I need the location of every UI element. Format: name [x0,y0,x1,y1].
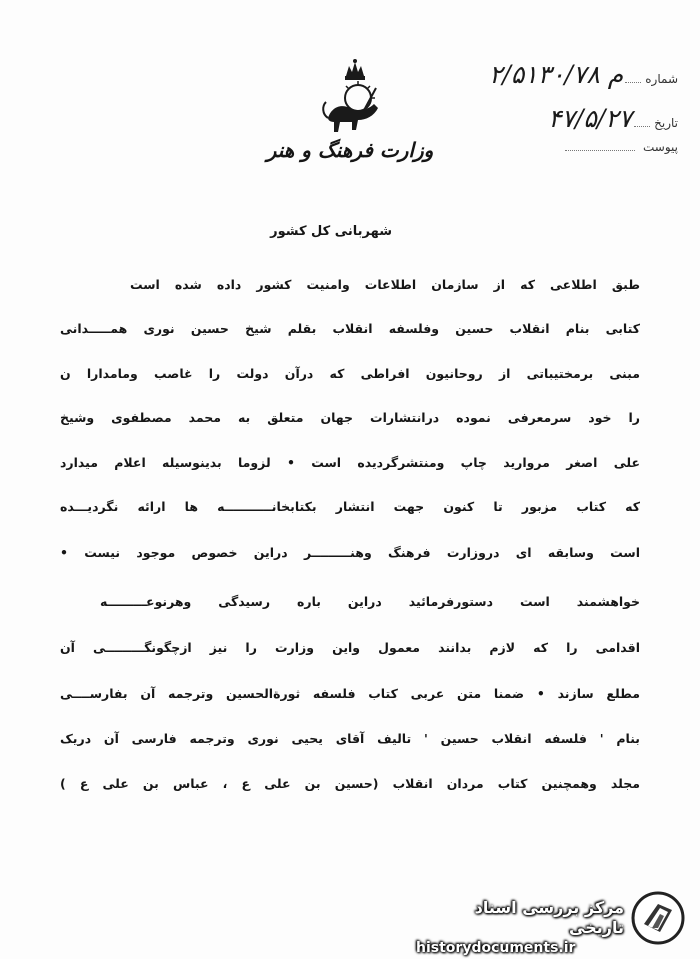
body-line: بنام ' فلسفه انقلاب حسین ' تالیف آقای یحیی نوری وترجمه فارسی آن دریک [60,731,640,746]
date-value: ۴۷/۵/۲۷ [548,104,633,133]
body-line: مطلع سازند • ضمنا متن عربی کتاب فلسفه ثورةالحسین وترجمه آن بفارســــی [60,686,640,701]
number-row [489,60,678,92]
archive-logo-icon [630,890,686,946]
body-line: خواهشمند است دستورفرمائید دراین باره رسیدگی وهرنوعـــــــــه [100,594,640,609]
watermark-title: مرکز بررسی اسناد تاریخی [474,898,624,937]
date-label: تاریخ [654,116,678,130]
ministry-name: وزارت فرهنگ و هنر [266,138,434,162]
attachment-label: پیوست [643,140,678,154]
body-line: اقدامی را که لازم بدانند معمول واین وزارت را نیز ازچگونگـــــــــی آن [60,640,640,655]
number-label: شماره [645,72,678,86]
date-dots [634,125,650,127]
attachment-dots [565,150,635,151]
body-line: است وسابقه ای دروزارت فرهنگ وهنـــــــــر دراین خصوص موجود نیست • [60,545,640,560]
body-line: مبنی برمختیباتی از روحانیون افراطی که درآن دولت را غاصب ومامدارا ن [60,366,640,381]
watermark [416,890,686,956]
number-dots [625,81,641,83]
date-row [548,104,678,136]
number-value: ۲/۵۱۳۰/۷۸ م [488,60,624,89]
body-line: را خود سرمعرفی نموده درانتشارات جهان متعلق به محمد مصطفوی وشیخ [60,410,640,425]
body-line: کتابی بنام انقلاب حسین وفلسفه انقلاب بقلم شیخ حسین نوری همـــــدانی [60,321,640,336]
watermark-url: historydocuments.ir [416,940,576,956]
body-line: علی اصغر مروارید چاپ ومنتشرگردیده است • لزوما بدینوسیله اعلام میدارد [60,455,640,470]
attachment-row [565,140,678,172]
watermark-text [416,898,624,958]
body-line: طبق اطلاعی که از سازمان اطلاعات وامنیت کشور داده شده است [130,277,640,292]
body-line: که کتاب مزبور تا کنون جهت انتشار بکتابخانـــــــــــه ها ارائه نگردیـــده [60,499,640,514]
body-line: مجلد وهمچنین کتاب مردان انقلاب (حسین بن علی ع ، عباس بن علی ع ) [60,776,640,791]
letter-addressee: شهربانی کل کشور [270,224,392,239]
lion-and-sun-emblem-icon [318,58,392,140]
